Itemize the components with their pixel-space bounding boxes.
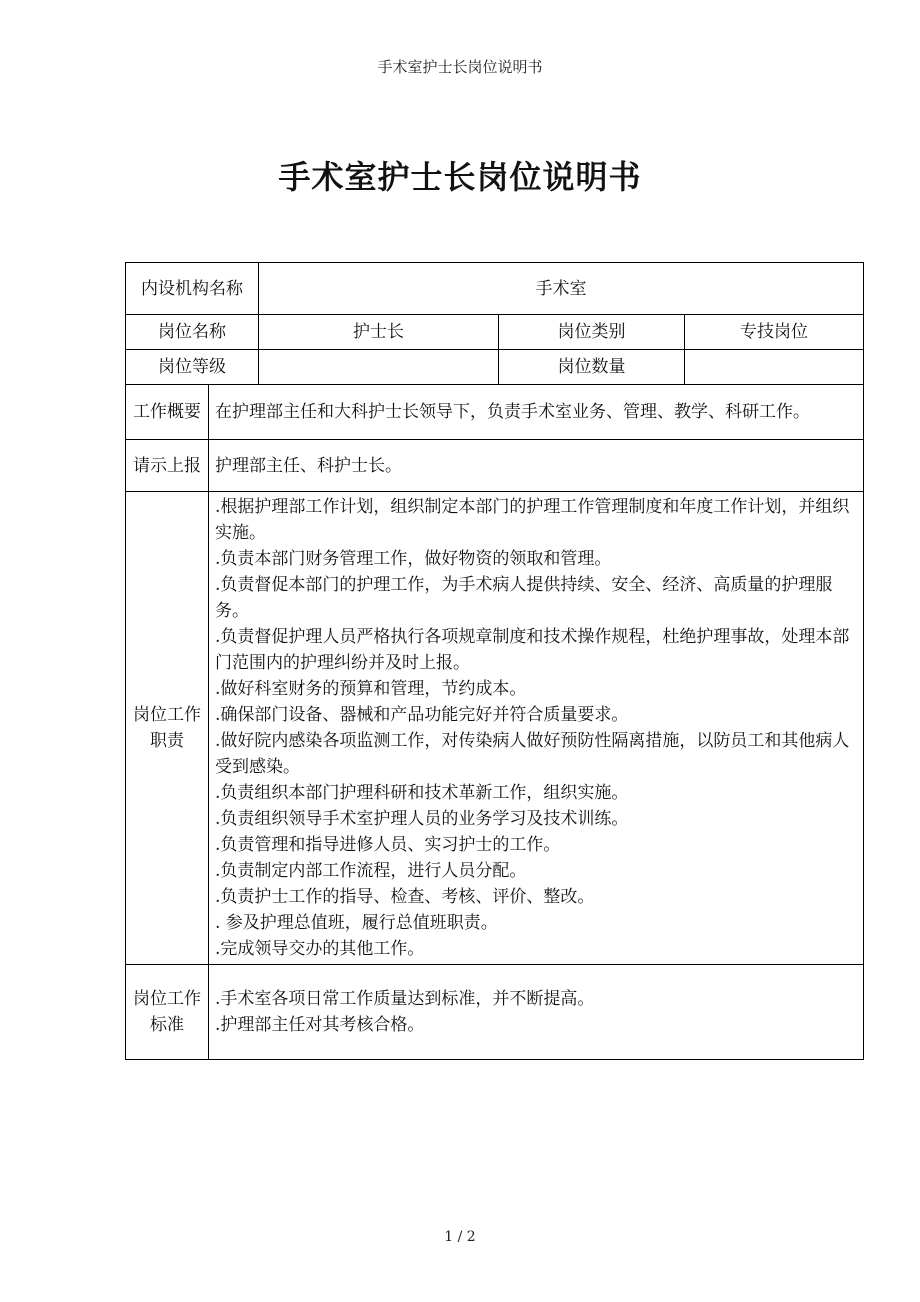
running-header: 手术室护士长岗位说明书 — [377, 58, 543, 76]
page-number: 1 / 2 — [444, 1229, 476, 1245]
standard-item: .手术室各项日常工作质量达到标准，并不断提高。 — [215, 989, 595, 1009]
org-value: 手术室 — [259, 263, 864, 315]
post-grade-label: 岗位等级 — [126, 350, 259, 385]
duty-item: .确保部门设备、器械和产品功能完好并符合质量要求。 — [215, 705, 629, 725]
post-type-label: 岗位类别 — [499, 315, 685, 350]
duty-item: .根据护理部工作计划，组织制定本部门的护理工作管理制度和年度工作计划，并组织实施。 — [215, 497, 850, 543]
standard-label: 岗位工作标准 — [126, 965, 209, 1060]
duty-item: . 参及护理总值班，履行总值班职责。 — [215, 913, 498, 933]
duty-item: .负责督促本部门的护理工作，为手术病人提供持续、安全、经济、高质量的护理服务。 — [215, 575, 833, 621]
report-text: 护理部主任、科护士长。 — [209, 440, 864, 492]
standards-list — [209, 965, 864, 1060]
duty-item: .做好院内感染各项监测工作，对传染病人做好预防性隔离措施，以防员工和其他病人受到感染。 — [215, 731, 850, 777]
standard-item: .护理部主任对其考核合格。 — [215, 1015, 425, 1035]
duty-item: .完成领导交办的其他工作。 — [215, 939, 425, 959]
duty-item: .负责组织领导手术室护理人员的业务学习及技术训练。 — [215, 809, 629, 829]
duties-list — [209, 492, 864, 965]
overview-text: 在护理部主任和大科护士长领导下，负责手术室业务、管理、教学、科研工作。 — [209, 385, 864, 440]
org-label: 内设机构名称 — [126, 263, 259, 315]
duty-item: .负责组织本部门护理科研和技术革新工作，组织实施。 — [215, 783, 629, 803]
job-description-table — [125, 262, 864, 1060]
duty-item: .负责管理和指导进修人员、实习护士的工作。 — [215, 835, 561, 855]
duty-item: .做好科室财务的预算和管理，节约成本。 — [215, 679, 527, 699]
overview-label: 工作概要 — [126, 385, 209, 440]
duties-label: 岗位工作职责 — [126, 492, 209, 965]
post-type-value: 专技岗位 — [685, 315, 864, 350]
post-name-value: 护士长 — [259, 315, 499, 350]
post-name-label: 岗位名称 — [126, 315, 259, 350]
duty-item: .负责制定内部工作流程，进行人员分配。 — [215, 861, 527, 881]
duty-item: .负责本部门财务管理工作，做好物资的领取和管理。 — [215, 549, 612, 569]
duty-item: .负责督促护理人员严格执行各项规章制度和技术操作规程，杜绝护理事故，处理本部门范围内的护理纠纷并及时上报。 — [215, 627, 850, 673]
post-count-value — [685, 350, 864, 385]
post-grade-value — [259, 350, 499, 385]
document-title: 手术室护士长岗位说明书 — [278, 158, 642, 196]
post-count-label: 岗位数量 — [499, 350, 685, 385]
duty-item: .负责护士工作的指导、检查、考核、评价、整改。 — [215, 887, 595, 907]
report-label: 请示上报 — [126, 440, 209, 492]
